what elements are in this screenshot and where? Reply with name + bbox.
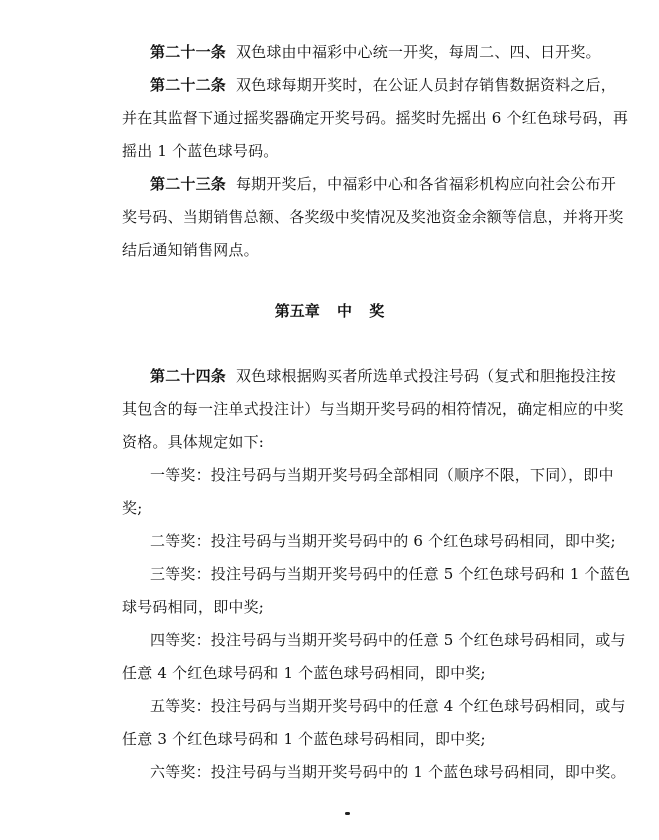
article-23-line-1 (150, 174, 659, 194)
article-23-line-2: 奖号码、当期销售总额、各奖级中奖情况及奖池资金余额等信息，并将开奖 (122, 208, 624, 226)
article-24-label: 第二十四条 (150, 367, 227, 385)
article-21-line-1 (150, 42, 659, 62)
prize-6-line-1: 六等奖：投注号码与当期开奖号码中的 1 个蓝色球号码相同，即中奖。 (150, 763, 626, 781)
article-22-line-1 (150, 75, 659, 95)
chapter-number: 第五章 (274, 302, 320, 320)
prize-1-line-1: 一等奖：投注号码与当期开奖号码全部相同（顺序不限，下同），即中 (150, 466, 614, 484)
article-23-line-3: 结后通知销售网点。 (122, 241, 259, 259)
article-22-line-2: 并在其监督下通过摇奖器确定开奖号码。摇奖时先摇出 6 个红色球号码，再 (122, 109, 629, 127)
chapter-title-char-2: 奖 (369, 302, 385, 320)
page-mark (345, 812, 350, 815)
prize-3-line-1: 三等奖：投注号码与当期开奖号码中的任意 5 个红色球号码和 1 个蓝色 (150, 565, 631, 583)
prize-4-line-1: 四等奖：投注号码与当期开奖号码中的任意 5 个红色球号码相同，或与 (150, 631, 626, 649)
article-23-text: 每期开奖后，中福彩中心和各省福彩机构应向社会公布开 (235, 175, 616, 193)
prize-5-line-1: 五等奖：投注号码与当期开奖号码中的任意 4 个红色球号码相同，或与 (150, 697, 626, 715)
prize-1-line-2: 奖; (122, 499, 143, 517)
prize-5-line-2: 任意 3 个红色球号码和 1 个蓝色球号码相同，即中奖; (122, 730, 486, 748)
chapter-title-char-1: 中 (336, 302, 352, 320)
article-21-text: 双色球由中福彩中心统一开奖，每周二、四、日开奖。 (235, 43, 601, 61)
article-22-line-3: 摇出 1 个蓝色球号码。 (122, 142, 279, 160)
article-24-line-1 (150, 366, 659, 386)
prize-4-line-2: 任意 4 个红色球号码和 1 个蓝色球号码相同，即中奖; (122, 664, 486, 682)
article-24-text: 双色球根据购买者所选单式投注号码（复式和胆拖投注按 (235, 367, 616, 385)
article-22-label: 第二十二条 (150, 76, 227, 94)
article-24-line-3: 资格。具体规定如下: (122, 433, 265, 451)
chapter-heading (0, 300, 659, 321)
article-22-text: 双色球每期开奖时，在公证人员封存销售数据资料之后， (235, 76, 616, 94)
article-23-label: 第二十三条 (150, 175, 227, 193)
prize-2-line-1: 二等奖：投注号码与当期开奖号码中的 6 个红色球号码相同，即中奖; (150, 532, 616, 550)
article-21-label: 第二十一条 (150, 43, 227, 61)
prize-3-line-2: 球号码相同，即中奖; (122, 598, 265, 616)
article-24-line-2: 其包含的每一注单式投注计）与当期开奖号码的相符情况，确定相应的中奖 (122, 400, 624, 418)
